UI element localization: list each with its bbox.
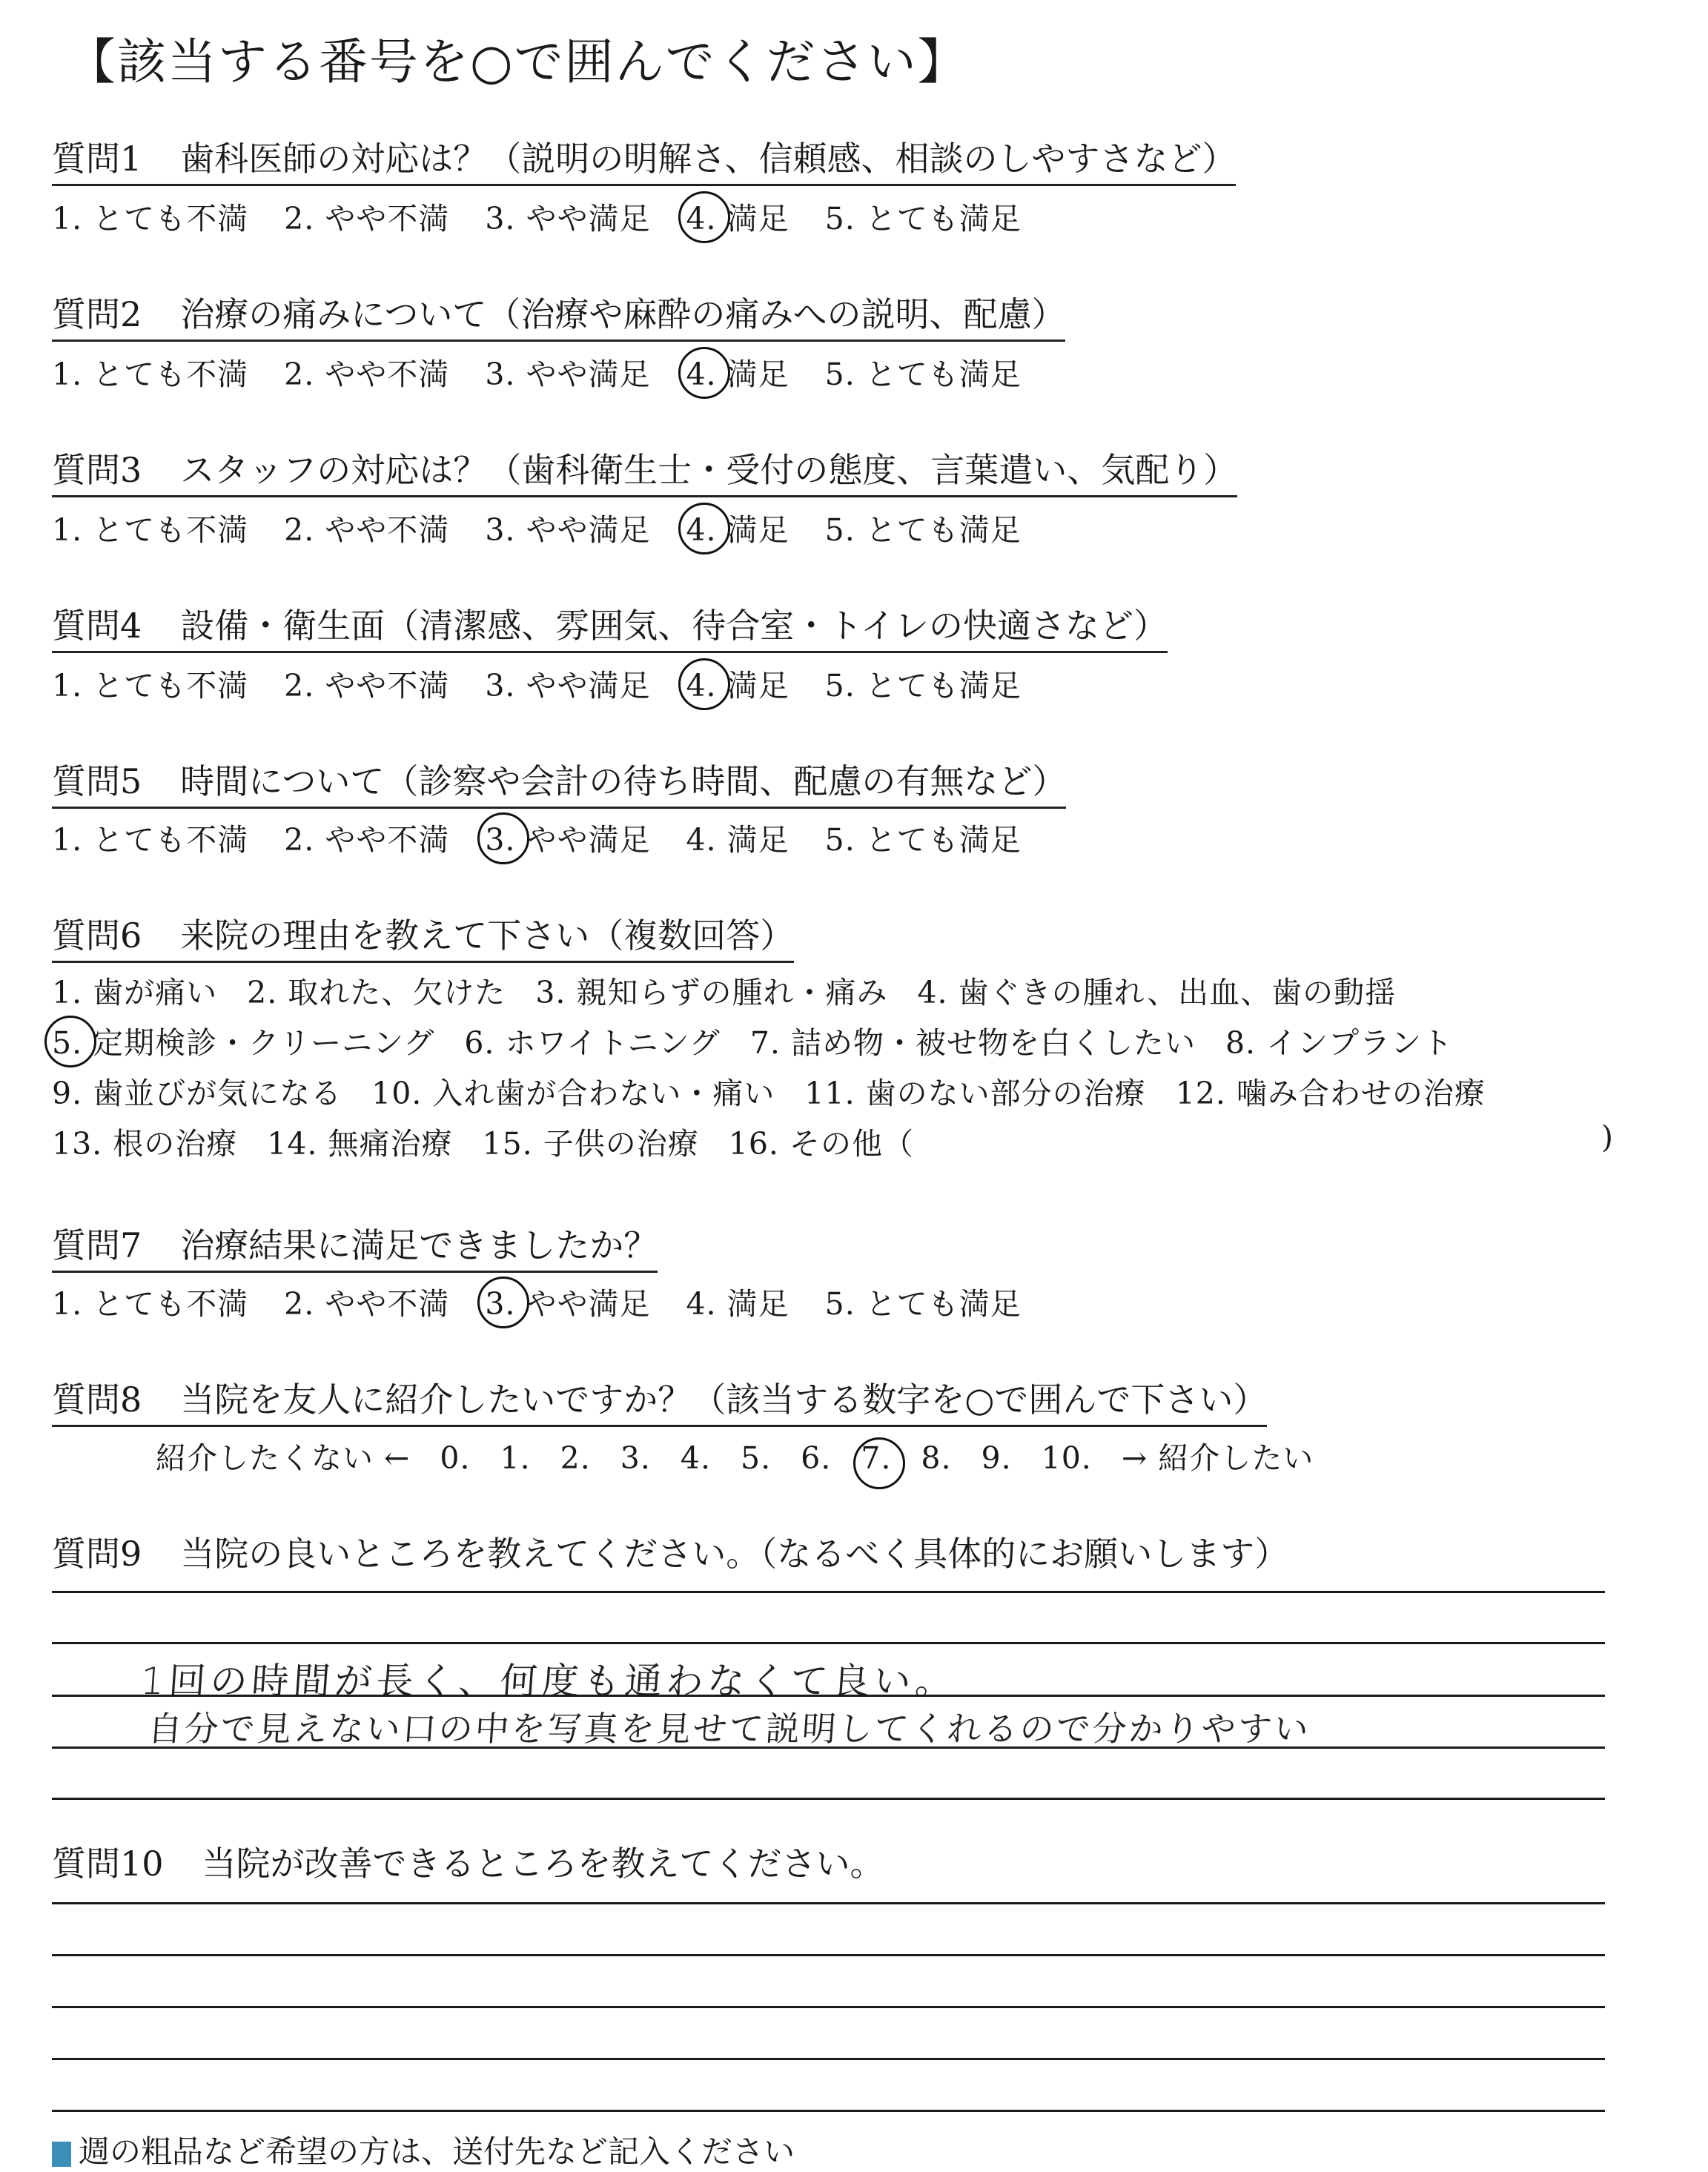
- q3-option-1[interactable]: 1. とても不満: [52, 512, 249, 548]
- question-7: [52, 1219, 658, 1273]
- q8-score-0[interactable]: 0.: [440, 1440, 471, 1476]
- q1-option-4-circled[interactable]: 4. 満足: [686, 194, 789, 238]
- q8-score-2[interactable]: 2.: [560, 1440, 591, 1476]
- q9-answer-line-5[interactable]: [52, 1798, 1605, 1800]
- q6-option-13[interactable]: 13. 根の治療: [52, 1126, 238, 1162]
- question-5-text: 時間について（診察や会計の待ち時間、配慮の有無など）: [180, 761, 1067, 801]
- q6-option-3[interactable]: 3. 親知らずの腫れ・痛み: [535, 975, 888, 1010]
- question-5-number: 質問5: [52, 761, 142, 801]
- question-2-text: 治療の痛みについて（治療や麻酔の痛みへの説明、配慮）: [180, 294, 1066, 334]
- q6-option-14[interactable]: 14. 無痛治療: [267, 1126, 453, 1162]
- q6-option-5-circled[interactable]: 5. 定期検診・クリーニング: [52, 1019, 434, 1062]
- question-1: [52, 132, 1236, 186]
- q7-option-1[interactable]: 1. とても不満: [52, 1286, 249, 1322]
- footer-note: [52, 2128, 795, 2172]
- question-1-title: [52, 132, 1236, 186]
- q6-row-2: [52, 1019, 1483, 1062]
- question-3-title: [52, 443, 1237, 497]
- q5-option-1[interactable]: 1. とても不満: [52, 822, 249, 858]
- question-6-number: 質問6: [52, 916, 142, 956]
- q8-right-label: → 紹介したい: [1121, 1440, 1314, 1476]
- q3-option-4-circled[interactable]: 4. 満足: [686, 506, 789, 549]
- q6-option-15[interactable]: 15. 子供の治療: [482, 1126, 699, 1162]
- q6-row-4: [52, 1119, 944, 1163]
- q2-option-4-circled[interactable]: 4. 満足: [686, 350, 789, 394]
- question-1-options: [52, 194, 1057, 238]
- question-10-text: 当院が改善できるところを教えてください。: [202, 1844, 884, 1884]
- question-7-number: 質問7: [52, 1225, 142, 1265]
- q2-option-2[interactable]: 2. やや不満: [284, 357, 450, 392]
- q7-option-4[interactable]: 4. 満足: [686, 1286, 790, 1322]
- q8-score-6[interactable]: 6.: [801, 1440, 832, 1476]
- q10-answer-line-2[interactable]: [52, 1954, 1605, 1956]
- q2-option-1[interactable]: 1. とても不満: [52, 357, 249, 392]
- question-6: [52, 909, 794, 963]
- q6-option-1[interactable]: 1. 歯が痛い: [52, 975, 218, 1010]
- q8-score-3[interactable]: 3.: [620, 1440, 651, 1476]
- q9-answer-line-1[interactable]: [52, 1591, 1605, 1593]
- q10-answer-line-1[interactable]: [52, 1902, 1605, 1904]
- q9-answer-line-4[interactable]: [52, 1746, 1605, 1749]
- q6-row-3: [52, 1069, 1515, 1113]
- q8-score-7-circled[interactable]: 7.: [861, 1440, 892, 1476]
- question-8-text: 当院を友人に紹介したいですか？（該当する数字を○で囲んで下さい）: [180, 1380, 1268, 1420]
- q5-option-5[interactable]: 5. とても満足: [824, 822, 1022, 858]
- question-6-title: [52, 909, 794, 963]
- question-8: [52, 1373, 1267, 1427]
- q7-option-2[interactable]: 2. やや不満: [284, 1286, 450, 1322]
- q1-option-2[interactable]: 2. やや不満: [284, 201, 450, 236]
- q8-score-5[interactable]: 5.: [741, 1440, 772, 1476]
- question-8-number: 質問8: [52, 1380, 142, 1420]
- question-9: [52, 1527, 1288, 1576]
- q4-option-1[interactable]: 1. とても不満: [52, 668, 249, 703]
- q6-other-close-paren: ): [1601, 1119, 1614, 1155]
- q6-row-1: [52, 968, 1426, 1012]
- question-3: [52, 443, 1237, 497]
- q4-option-4-circled[interactable]: 4. 満足: [686, 661, 789, 705]
- question-4-number: 質問4: [52, 606, 142, 646]
- q6-option-6[interactable]: 6. ホワイトニング: [464, 1025, 721, 1061]
- q6-option-4[interactable]: 4. 歯ぐきの腫れ、出血、歯の動揺: [917, 975, 1397, 1010]
- q5-option-4[interactable]: 4. 満足: [686, 822, 790, 858]
- footer-text: 週の粗品など希望の方は、送付先など記入ください: [79, 2133, 795, 2170]
- q8-left-label: 紹介したくない ←: [156, 1440, 411, 1476]
- q9-handwritten-answer-2: 自分で見えない口の中を写真を見せて説明してくれるので分かりやすい: [146, 1709, 1312, 1749]
- q7-option-5[interactable]: 5. とても満足: [824, 1286, 1022, 1322]
- q4-option-3[interactable]: 3. やや満足: [485, 668, 651, 703]
- q3-option-2[interactable]: 2. やや不満: [284, 512, 450, 548]
- q6-option-16[interactable]: 16. その他（: [728, 1126, 914, 1162]
- question-4-title: [52, 599, 1168, 653]
- q1-option-5[interactable]: 5. とても満足: [824, 201, 1022, 236]
- q10-answer-line-4[interactable]: [52, 2058, 1605, 2060]
- q8-score-10[interactable]: 10.: [1041, 1440, 1092, 1476]
- question-8-title: [52, 1373, 1267, 1427]
- q9-handwritten-answer-1: 1回の時間が長く、何度も通わなくて良い。: [139, 1660, 959, 1703]
- q2-option-5[interactable]: 5. とても満足: [824, 357, 1022, 392]
- question-3-text: スタッフの対応は？（歯科衛生士・受付の態度、言葉遣い、気配り）: [180, 450, 1238, 490]
- question-5-options: [52, 815, 1057, 859]
- question-9-title: [52, 1534, 1288, 1574]
- question-8-scale: [156, 1434, 1343, 1477]
- question-3-options: [52, 506, 1057, 549]
- q6-option-2[interactable]: 2. 取れた、欠けた: [247, 975, 506, 1010]
- q8-score-1[interactable]: 1.: [500, 1440, 531, 1476]
- q6-option-9[interactable]: 9. 歯並びが気になる: [52, 1076, 342, 1111]
- question-10-title: [52, 1844, 884, 1884]
- question-6-text: 来院の理由を教えて下さい（複数回答）: [180, 916, 795, 956]
- q5-option-3-circled[interactable]: 3. やや満足: [485, 815, 650, 859]
- question-7-text: 治療結果に満足できましたか？: [180, 1225, 658, 1265]
- question-2-number: 質問2: [52, 294, 142, 334]
- question-3-number: 質問3: [52, 450, 142, 490]
- q2-option-3[interactable]: 3. やや満足: [485, 357, 651, 392]
- q7-option-3-circled[interactable]: 3. やや満足: [485, 1279, 650, 1323]
- q10-answer-line-3[interactable]: [52, 2006, 1605, 2008]
- question-2-title: [52, 288, 1065, 342]
- q4-option-5[interactable]: 5. とても満足: [824, 668, 1022, 703]
- question-7-title: [52, 1219, 658, 1273]
- question-1-text: 歯科医師の対応は？（説明の明解さ、信頼感、相談のしやすさなど）: [180, 139, 1237, 179]
- question-1-number: 質問1: [52, 139, 142, 179]
- q1-option-3[interactable]: 3. やや満足: [485, 201, 651, 236]
- question-9-number: 質問9: [52, 1534, 142, 1574]
- q9-answer-line-2[interactable]: [52, 1642, 1605, 1644]
- q8-score-9[interactable]: 9.: [981, 1440, 1012, 1476]
- question-7-options: [52, 1279, 1057, 1323]
- q6-option-8[interactable]: 8. インプラント: [1225, 1025, 1454, 1061]
- question-5: [52, 755, 1066, 809]
- question-10-number: 質問10: [52, 1844, 164, 1884]
- q5-option-2[interactable]: 2. やや不満: [284, 822, 450, 858]
- question-4-text: 設備・衛生面（清潔感、雰囲気、待合室・トイレの快適さなど）: [180, 606, 1168, 646]
- q8-score-8[interactable]: 8.: [921, 1440, 952, 1476]
- form-header: 【該当する番号を○で囲んでください】: [67, 33, 968, 90]
- question-4-options: [52, 661, 1057, 705]
- question-5-title: [52, 755, 1066, 809]
- q8-score-4[interactable]: 4.: [680, 1440, 712, 1476]
- question-2: [52, 288, 1065, 342]
- q3-option-3[interactable]: 3. やや満足: [485, 512, 651, 548]
- q6-option-10[interactable]: 10. 入れ歯が合わない・痛い: [371, 1076, 775, 1111]
- q6-option-11[interactable]: 11. 歯のない部分の治療: [804, 1076, 1146, 1111]
- question-2-options: [52, 350, 1057, 394]
- question-9-text: 当院の良いところを教えてください。（なるべく具体的にお願いします）: [180, 1534, 1289, 1574]
- q4-option-2[interactable]: 2. やや不満: [284, 668, 450, 703]
- question-4: [52, 599, 1168, 653]
- question-10: [52, 1837, 884, 1886]
- bookmark-icon: [52, 2142, 71, 2167]
- q1-option-1[interactable]: 1. とても不満: [52, 201, 249, 236]
- q3-option-5[interactable]: 5. とても満足: [824, 512, 1022, 548]
- q6-option-7[interactable]: 7. 詰め物・被せ物を白くしたい: [749, 1025, 1196, 1061]
- q6-option-12[interactable]: 12. 噛み合わせの治療: [1175, 1076, 1486, 1111]
- q10-answer-line-5[interactable]: [52, 2110, 1605, 2112]
- q9-answer-line-3[interactable]: [52, 1695, 1605, 1697]
